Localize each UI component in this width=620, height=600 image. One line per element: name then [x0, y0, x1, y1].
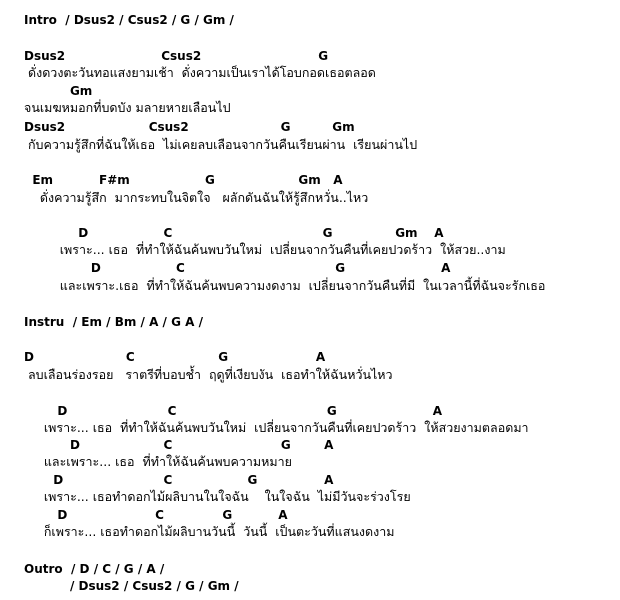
outro-line-2: / Dsus2 / Csus2 / G / Gm / [24, 579, 239, 593]
instrumental-line: Instru / Em / Bm / A / G A / [24, 315, 203, 329]
chord-line: Dsus2 Csus2 G Gm [24, 120, 355, 134]
lyric-line: ดั่งดวงตะวันทอแสงยามเช้า ดั่งความเป็นเราได้โอบกอดเธอตลอด [24, 65, 376, 80]
lyric-line: และเพราะ... เธอ ที่ทำให้ฉันค้นพบความหมาย [24, 454, 292, 469]
chord-line: D C G A [24, 261, 451, 275]
lyric-line: เพราะ... เธอ ที่ทำให้ฉันค้นพบวันใหม่ เปลี่ยนจากวันคืนที่เคยปวดร้าว ให้สวย..งาม [24, 242, 506, 257]
chord-line: D C G A [24, 350, 326, 364]
lyric-line: เพราะ... เธอทำดอกไม้ผลิบานในใจฉัน ในใจฉัน ไม่มีวันจะร่วงโรย [24, 489, 411, 504]
chord-line: D C G A [24, 404, 443, 418]
lyric-line: และเพราะ.เธอ ที่ทำให้ฉันค้นพบความงดงาม เปลี่ยนจากวันคืนที่มี ในเวลานี้ที่ฉันจะรักเธอ [24, 278, 546, 293]
lyric-line: กับความรู้สึกที่ฉันให้เธอ ไม่เคยลบเลือนจากวันคืนเรียนผ่าน เรียนผ่านไป [24, 137, 418, 152]
chord-line: D C G Gm A [24, 226, 444, 240]
lyric-line: ลบเลือนร่องรอย ราตรีที่บอบช้ำ ฤดูที่เงียบงัน เธอทำให้ฉันหวั่นไหว [24, 367, 393, 382]
lyric-line: ก็เพราะ... เธอทำดอกไม้ผลิบานวันนี้ วันนี้ เป็นตะวันที่แสนงดงาม [24, 524, 395, 539]
chord-line: Em F#m G Gm A [24, 173, 343, 187]
intro-line: Intro / Dsus2 / Csus2 / G / Gm / [24, 13, 234, 27]
chord-line: Gm [24, 84, 93, 98]
chord-line: D C G A [24, 438, 334, 452]
chord-line: D C G A [24, 508, 288, 522]
lyric-line: เพราะ... เธอ ที่ทำให้ฉันค้นพบวันใหม่ เปลี่ยนจากวันคืนที่เคยปวดร้าว ให้สวยงามตลอดมา [24, 420, 529, 435]
outro-line: Outro / D / C / G / A / [24, 562, 165, 576]
chord-line: D C G A [24, 473, 334, 487]
chord-line: Dsus2 Csus2 G [24, 49, 329, 63]
lyric-line: ดั่งความรู้สึก มากระทบในจิตใจ ผลักดันฉันให้รู้สึกหวั่น..ไหว [24, 190, 369, 205]
lyric-line: จนเมฆหมอกที่บดบัง มลายหายเลือนไป [24, 100, 231, 115]
